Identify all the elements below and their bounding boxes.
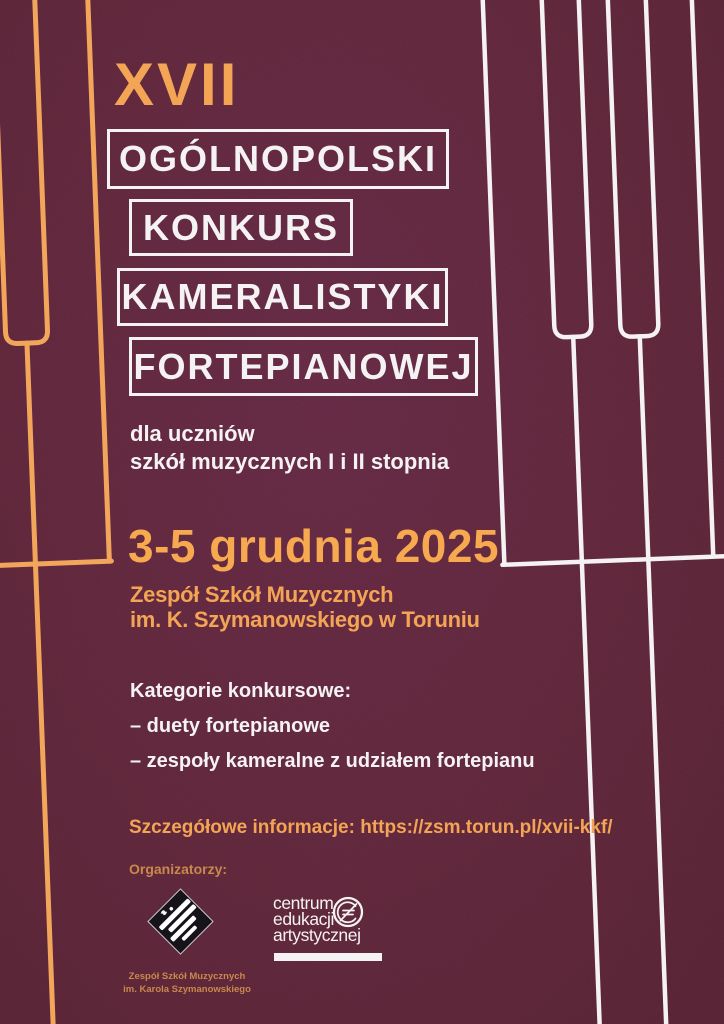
categories-section <box>130 674 535 779</box>
category-item: – zespoły kameralne z udziałem fortepianu <box>130 750 535 772</box>
title-line: FORTEPIANOWEJ <box>133 345 474 387</box>
title-line: KONKURS <box>142 206 339 248</box>
title-line: OGÓLNOPOLSKI <box>118 138 437 179</box>
title-box-kameralistyki <box>117 268 448 326</box>
school-logo-artwork <box>149 888 214 954</box>
organizers-label: Organizatorzy: <box>129 861 228 877</box>
school-caption-line-1: Zespół Szkół Muzycznych <box>128 971 246 982</box>
cea-text-line-2: edukacji <box>273 909 335 930</box>
venue-line-2: im. K. Szymanowskiego w Toruniu <box>130 607 480 632</box>
school-caption-line-2: im. Karola Szymanowskiego <box>123 983 251 995</box>
cea-logo-underline-bar <box>274 953 382 961</box>
title-line: KAMERALISTYKI <box>121 276 444 317</box>
title-box-fortepianowej <box>129 337 478 396</box>
cea-text-line-3: artystycznej <box>273 925 361 946</box>
title-box-konkurs <box>129 199 353 256</box>
subtitle-line-1: dla uczniów <box>130 421 255 446</box>
cea-monogram-icon <box>332 896 364 928</box>
category-item: – duety fortepianowe <box>130 715 331 737</box>
cea-text-line-1: centrum <box>273 893 334 913</box>
venue <box>130 582 480 632</box>
info-url: Szczegółowe informacje: https://zsm.torun.pl/xvii-kkf/ <box>129 817 613 838</box>
title-box-ogolnopolski <box>107 129 449 189</box>
competition-date: 3-5 grudnia 2025 <box>128 520 500 572</box>
venue-line-1: Zespół Szkół Muzycznych <box>130 582 394 607</box>
school-logo-diamond-icon <box>147 888 213 954</box>
subtitle <box>130 420 449 476</box>
cea-logo <box>273 895 403 965</box>
school-logo <box>147 888 215 956</box>
categories-heading: Kategorie konkursowe: <box>130 680 352 702</box>
subtitle-line-2: szkół muzycznych I i II stopnia <box>130 449 450 474</box>
edition-number: XVII <box>114 51 240 118</box>
school-logo-caption <box>102 971 272 996</box>
